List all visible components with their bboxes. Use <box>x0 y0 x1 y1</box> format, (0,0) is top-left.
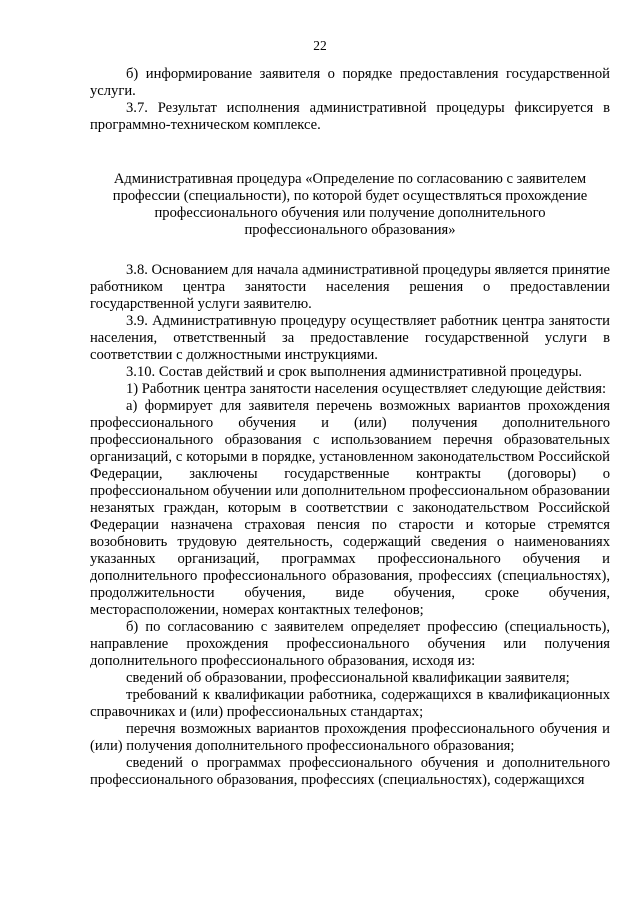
paragraph-3-8: 3.8. Основанием для начала административной процедуры является принятие работником центра занятости населения решения о предоставлении государственной услуги заявителю. <box>90 262 610 312</box>
paragraph-3-7: 3.7. Результат исполнения административной процедуры фиксируется в программно-техническом комплексе. <box>90 100 610 133</box>
page-number: 22 <box>313 38 327 53</box>
list-item-qualification-requirements: требований к квалификации работника, содержащихся в квалификационных справочниках и (или) профессиональных стандартах; <box>90 687 610 720</box>
list-item-training-options: перечня возможных вариантов прохождения профессионального обучения и (или) получения дополнительного профессионального образования; <box>90 721 610 754</box>
paragraph-item-b: б) по согласованию с заявителем определяет профессию (специальность), направление прохождения профессионального обучения или получения дополнительного профессионального образования, исходя из: <box>90 619 610 669</box>
section-heading: Административная процедура «Определение по согласованию с заявителем профессии (специальности), по которой будет осуществляться прохождение профессионального обучения или получение дополнительного профессионального образования» <box>112 171 588 238</box>
paragraph-3-9: 3.9. Административную процедуру осуществляет работник центра занятости населения, ответственный за предоставление государственной услуги в соответствии с должностными инструкциями. <box>90 313 610 363</box>
document-body <box>90 66 610 789</box>
paragraph-3-10: 3.10. Состав действий и срок выполнения административной процедуры. <box>126 364 583 380</box>
paragraph-item-1: 1) Работник центра занятости населения осуществляет следующие действия: <box>126 381 607 397</box>
list-item-program-info: сведений о программах профессионального обучения и дополнительного профессионального образования, профессиях (специальностях), содержащихся <box>90 755 610 788</box>
paragraph-item-a: а) формирует для заявителя перечень возможных вариантов прохождения профессионального обучения и (или) получения дополнительного профессионального образования с использованием перечня образовательных организаций, с которыми в порядке, установленном законодательством Российской Федерации, заключены государственные контракты (договоры) о профессиональном обучении или дополнительном профессиональном образовании незанятых граждан, которым в соответствии с законодательством Российской Федерации назначена страховая пенсия по старости и которые стремятся возобновить трудовую деятельность, содержащий сведения о наименованиях указанных организаций, программах профессионального обучения и дополнительного профессионального образования, профессиях (специальностях), продолжительности обучения, виде обучения, сроке обучения, месторасположении, номерах контактных телефонов; <box>90 398 610 618</box>
paragraph-inform-applicant: б) информирование заявителя о порядке предоставления государственной услуги. <box>90 66 610 99</box>
list-item-education-info: сведений об образовании, профессиональной квалификации заявителя; <box>126 670 570 686</box>
